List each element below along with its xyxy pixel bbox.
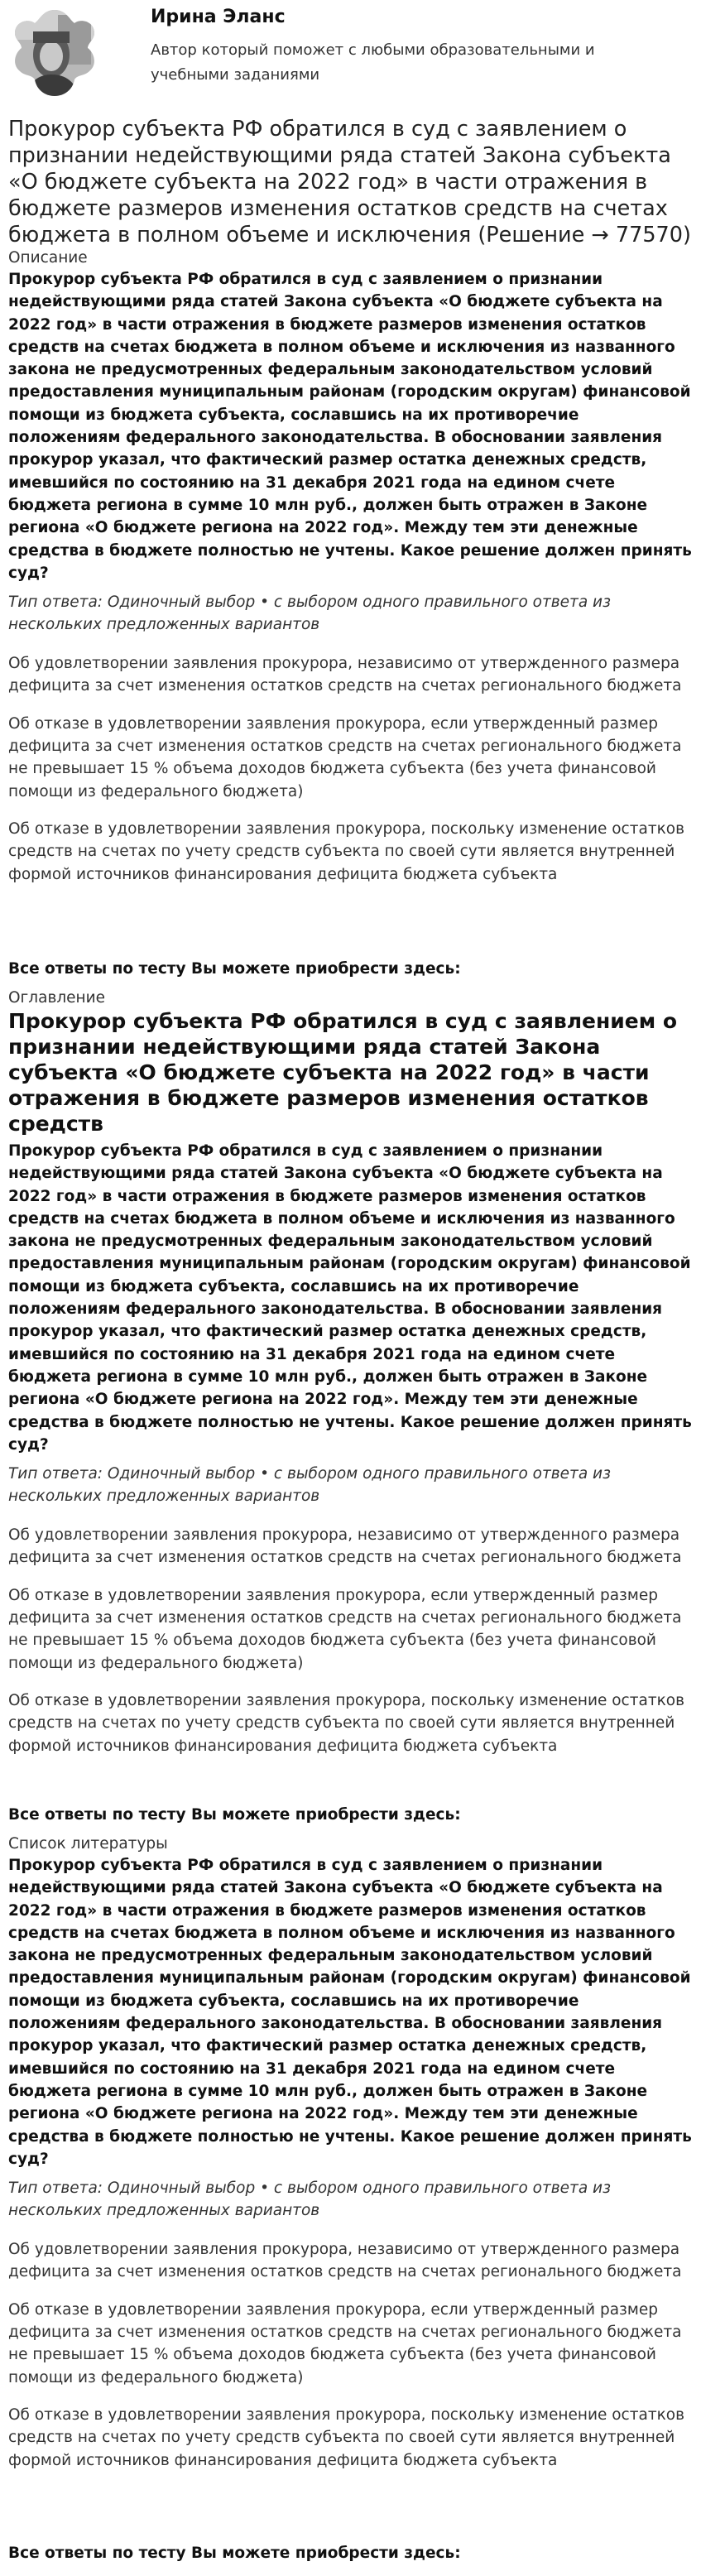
answer-option: Об удовлетворении заявления прокурора, независимо от утвержденного размера дефицита за счет изменения остатков средств на счетах регионального бюджета [8,2241,682,2281]
answer-type: Тип ответа: Одиночный выбор • с выбором одного правильного ответа из нескольких предложенных вариантов [8,2180,611,2220]
answer-option: Об удовлетворении заявления прокурора, независимо от утвержденного размера дефицита за счет изменения остатков средств на счетах регионального бюджета [8,655,682,695]
question-text: Прокурор субъекта РФ обратился в суд с заявлением о признании недействующими ряда статей Закона субъекта «О бюджете субъекта на 2022 год» в части отражения в бюджете размеров изменения остатков средств на счетах бюджета в полном объеме и исключения из названного закона не предусмотренных федеральным законодательством условий предоставления муниципальным районам (городским округам) финансовой помощи из бюджета субъекта, сославшись на их противоречие положениям федерального законодательства. В обосновании заявления прокурор указал, что фактический размер остатка денежных средств, имевшийся по состоянию на 31 декабря 2021 года на едином счете бюджета региона в сумме 10 млн руб., должен быть отражен в Законе региона «О бюджете региона на 2022 год». Между тем эти денежные средства в бюджете полностью не учтены. Какое решение должен принять суд? [8,271,692,582]
answer-option: Об отказе в удовлетворении заявления прокурора, поскольку изменение остатков средств на счетах по учету средств субъекта по своей сути является внутренней формой источников финансирования дефицита бюджета субъекта [8,1691,685,1755]
answer-option: Об отказе в удовлетворении заявления прокурора, если утвержденный размер дефицита за счет изменения остатков средств на счетах регионального бюджета не превышает 15 % объема доходов бюджета субъекта (без учета финансовой помощи из федерального бюджета) [8,1586,682,1672]
author-avatar[interactable] [8,7,101,99]
section-label: Описание [8,249,88,267]
section-references [8,1834,693,2487]
question-text: Прокурор субъекта РФ обратился в суд с заявлением о признании недействующими ряда статей Закона субъекта «О бюджете субъекта на 2022 год» в части отражения в бюджете размеров изменения остатков средств на счетах бюджета в полном объеме и исключения из названного закона не предусмотренных федеральным законодательством условий предоставления муниципальным районам (городским округам) финансовой помощи из бюджета субъекта, сославшись на их противоречие положениям федерального законодательства. В обосновании заявления прокурор указал, что фактический размер остатка денежных средств, имевшийся по состоянию на 31 декабря 2021 года на едином счете бюджета региона в сумме 10 млн руб., должен быть отражен в Законе региона «О бюджете региона на 2022 год». Между тем эти денежные средства в бюджете полностью не учтены. Какое решение должен принять суд? [8,1857,692,2168]
page-title: Прокурор субъекта РФ обратился в суд с заявлением о признании недействующими ряда статей Закона субъекта «О бюджете субъекта на 2022 год» в части отражения в бюджете размеров изменения остатков средств на счетах бюджета в полном объеме и исключения (Решение → 77570) [8,117,691,248]
answer-option: Об отказе в удовлетворении заявления прокурора, если утвержденный размер дефицита за счет изменения остатков средств на счетах регионального бюджета не превышает 15 % объема доходов бюджета субъекта (без учета финансовой помощи из федерального бюджета) [8,2300,682,2386]
author-card [0,0,701,108]
buy-note: Все ответы по тесту Вы можете приобрести здесь: [8,960,461,978]
buy-note: Все ответы по тесту Вы можете приобрести здесь: [8,2545,461,2562]
answer-type: Тип ответа: Одиночный выбор • с выбором одного правильного ответа из нескольких предложенных вариантов [8,594,611,634]
answer-option: Об отказе в удовлетворении заявления прокурора, поскольку изменение остатков средств на счетах по учету средств субъекта по своей сути является внутренней формой источников финансирования дефицита бюджета субъекта [8,2405,685,2469]
section-title: Прокурор субъекта РФ обратился в суд с заявлением о признании недействующими ряда статей Закона субъекта «О бюджете субъекта на 2022 год» в части отражения в бюджете размеров изменения остатков средств [8,1009,678,1136]
answer-type: Тип ответа: Одиночный выбор • с выбором одного правильного ответа из нескольких предложенных вариантов [8,1465,611,1506]
answer-option: Об удовлетворении заявления прокурора, независимо от утвержденного размера дефицита за счет изменения остатков средств на счетах регионального бюджета [8,1526,682,1567]
section-contents [8,988,693,1772]
author-description: Автор который поможет с любыми образовательными и учебными заданиями [151,41,595,84]
author-name[interactable]: Ирина Эланс [151,7,286,27]
question-text: Прокурор субъекта РФ обратился в суд с заявлением о признании недействующими ряда статей Закона субъекта «О бюджете субъекта на 2022 год» в части отражения в бюджете размеров изменения остатков средств на счетах бюджета в полном объеме и исключения из названного закона не предусмотренных федеральным законодательством условий предоставления муниципальным районам (городским округам) финансовой помощи из бюджета субъекта, сославшись на их противоречие положениям федерального законодательства. В обосновании заявления прокурор указал, что фактический размер остатка денежных средств, имевшийся по состоянию на 31 декабря 2021 года на едином счете бюджета региона в сумме 10 млн руб., должен быть отражен в Законе региона «О бюджете региона на 2022 год». Между тем эти денежные средства в бюджете полностью не учтены. Какое решение должен принять суд? [8,1142,692,1454]
section-description [8,248,693,901]
buy-note: Все ответы по тесту Вы можете приобрести здесь: [8,1806,461,1824]
answer-option: Об отказе в удовлетворении заявления прокурора, если утвержденный размер дефицита за счет изменения остатков средств на счетах регионального бюджета не превышает 15 % объема доходов бюджета субъекта (без учета финансовой помощи из федерального бюджета) [8,714,682,800]
section-label: Список литературы [8,1835,168,1853]
section-label: Оглавление [8,989,106,1007]
answer-option: Об отказе в удовлетворении заявления прокурора, поскольку изменение остатков средств на счетах по учету средств субъекта по своей сути является внутренней формой источников финансирования дефицита бюджета субъекта [8,819,685,883]
